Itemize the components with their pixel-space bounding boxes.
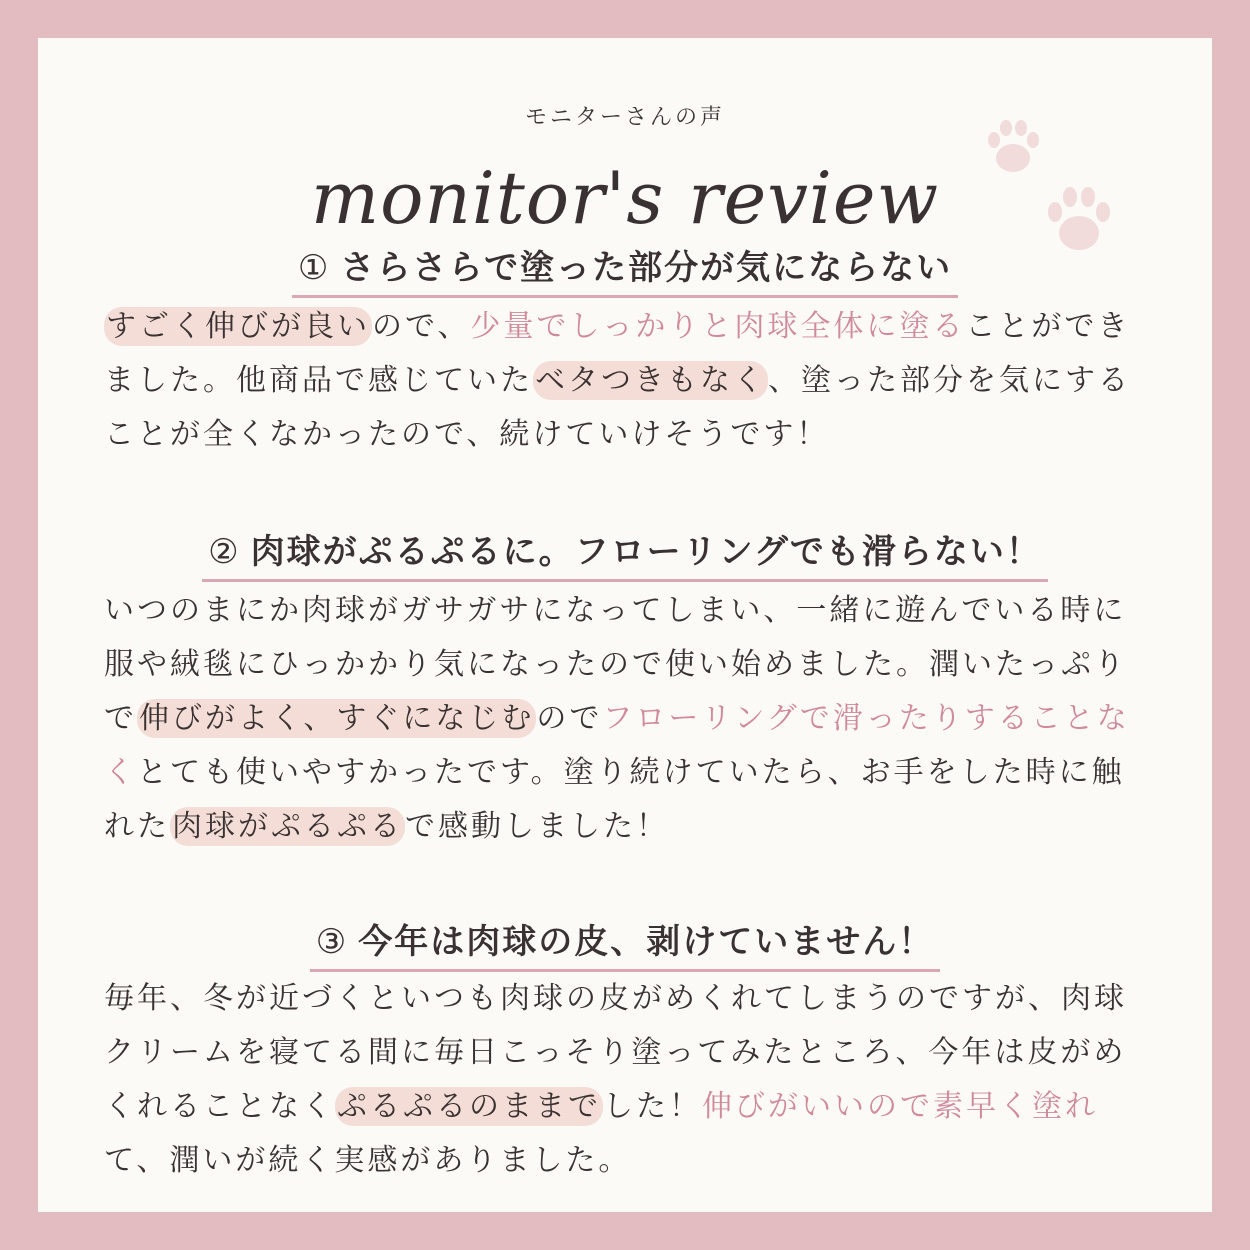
review-body-2 (104, 584, 1144, 854)
review-body-1 (104, 300, 1144, 462)
review-text-segment: ぷるぷるのままで (337, 1089, 601, 1124)
paw-print-icon (983, 116, 1043, 178)
review-text-segment: ので、 (372, 309, 471, 344)
review-text-segment: 少量でしっかりと肉球全体に塗る (470, 309, 966, 344)
review-text-segment: 伸びがよく、すぐになじむ (139, 701, 535, 736)
review-text-segment: とても使いやすかったです。塗り続けていたら、お手をした時に触れた (104, 755, 1125, 844)
review-text-segment: すごく伸びが良い (106, 309, 370, 344)
review-number: ② (208, 532, 241, 572)
review-number: ① (297, 248, 331, 288)
review-section-2 (38, 524, 1212, 582)
review-text-segment: した！ (603, 1089, 702, 1124)
review-text-segment: ことができました。他商品で感じていた (104, 309, 1131, 398)
review-heading-text: さらさらで塗った部分が気にならない (340, 248, 953, 288)
review-heading-text: 肉球がぷるぷるに。フローリングでも滑らない！ (250, 532, 1042, 572)
review-text-segment: ので (536, 701, 603, 736)
review-text-segment: フローリングで滑ったりすることなく (104, 701, 1130, 790)
review-heading (202, 524, 1048, 582)
review-heading (310, 914, 940, 972)
review-heading-text: 今年は肉球の皮、剥けていません！ (358, 922, 935, 962)
review-section-1 (38, 240, 1212, 298)
review-text-segment: ベタつきもなく (535, 363, 766, 398)
review-section-3 (38, 914, 1212, 972)
review-heading (292, 240, 958, 298)
review-body-3 (104, 972, 1144, 1188)
page-title: monitor's review (310, 156, 940, 240)
review-text-segment: 肉球がぷるぷる (172, 809, 403, 844)
review-text-segment: て、潤いが続く実感がありました。 (104, 1143, 632, 1178)
review-text-segment: 伸びがいいので素早く塗れ (702, 1089, 1098, 1124)
review-number: ③ (315, 922, 349, 962)
review-card (38, 38, 1212, 1212)
review-text-segment: 、塗った部分を気にすることが全くなかったので、続けていけそうです！ (104, 363, 1131, 452)
review-text-segment: 毎年、冬が近づくといつも肉球の皮がめくれてしまうのですが、肉球クリームを寝てる間に毎日こっそり塗ってみたところ、今年は皮がめくれることなく (104, 981, 1127, 1124)
page-subtitle: モニターさんの声 (524, 105, 725, 130)
review-text-segment: で感動しました！ (405, 809, 669, 844)
review-text-segment: いつのまにか肉球がガサガサになってしまい、一緒に遊んでいる時に服や絨毯にひっかかり気になったので使い始めました。潤いたっぷりで (104, 593, 1127, 736)
